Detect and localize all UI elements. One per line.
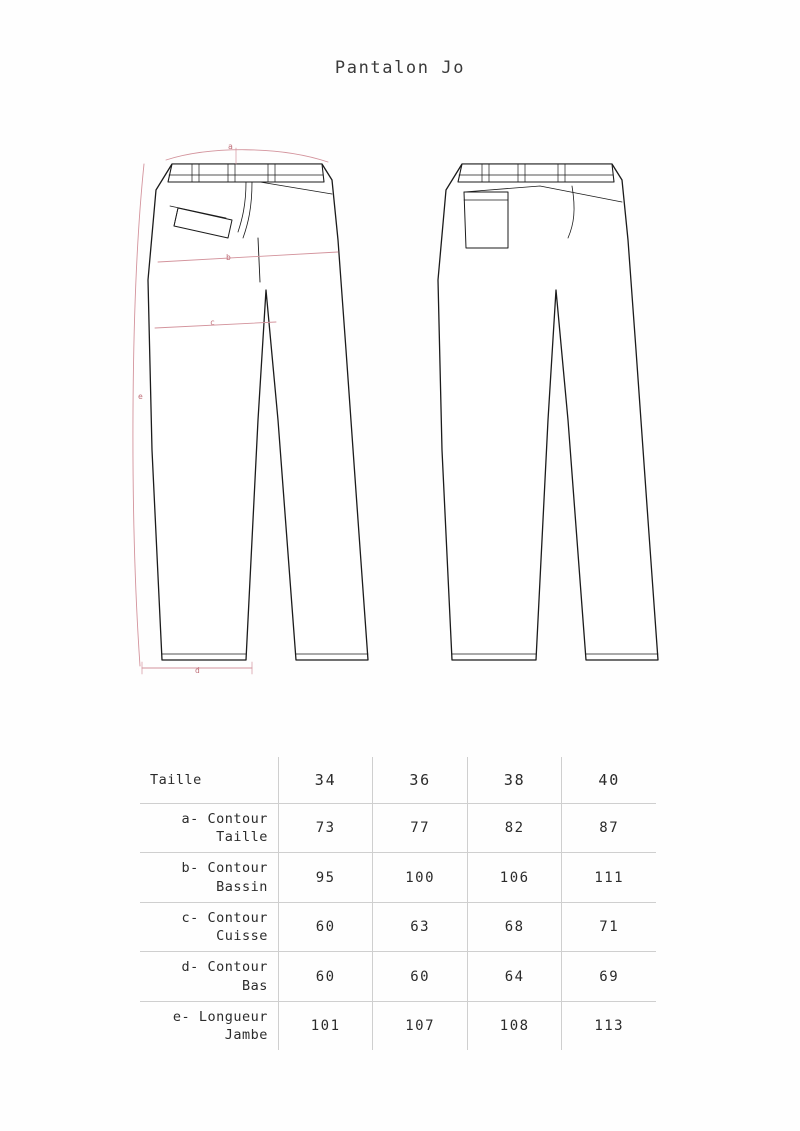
- measure-label-e: e: [138, 392, 143, 401]
- cell-c-36: 63: [373, 902, 468, 951]
- technical-drawing: [100, 120, 720, 700]
- row-label-contour-bas: [140, 952, 278, 1001]
- row-label-a-line2: Taille: [216, 829, 268, 846]
- table-header-size-40: 40: [562, 757, 656, 804]
- size-chart-table: [140, 757, 656, 1050]
- measure-label-a: a: [228, 142, 233, 151]
- row-label-contour-bassin: [140, 853, 278, 902]
- row-label-contour-taille: [140, 804, 278, 853]
- row-label-e-line2: Jambe: [224, 1026, 268, 1043]
- table-row: [140, 1001, 656, 1050]
- table-header-size-34: 34: [278, 757, 373, 804]
- row-code-c: c-: [181, 909, 199, 926]
- cell-d-34: 60: [278, 952, 373, 1001]
- measure-label-d: d: [195, 666, 200, 675]
- page-title: Pantalon Jo: [334, 58, 466, 78]
- table-header-size-36: 36: [373, 757, 468, 804]
- cell-d-40: 69: [562, 952, 656, 1001]
- cell-e-36: 107: [373, 1001, 468, 1050]
- cell-b-34: 95: [278, 853, 373, 902]
- cell-a-36: 77: [373, 804, 468, 853]
- measure-label-c: c: [210, 318, 215, 327]
- table-header-size-38: 38: [467, 757, 562, 804]
- cell-c-40: 71: [562, 902, 656, 951]
- cell-b-38: 106: [467, 853, 562, 902]
- measure-label-b: b: [226, 253, 231, 262]
- cell-b-36: 100: [373, 853, 468, 902]
- back-view: [438, 164, 658, 660]
- row-code-a: a-: [181, 811, 199, 827]
- cell-d-38: 64: [467, 952, 562, 1001]
- row-label-d-line2: Bas: [241, 977, 268, 994]
- cell-b-40: 111: [562, 853, 656, 902]
- row-label-contour-cuisse: [140, 902, 278, 951]
- row-label-b-line2: Bassin: [216, 878, 268, 895]
- cell-e-34: 101: [278, 1001, 373, 1050]
- row-code-d: d-: [181, 959, 199, 976]
- cell-e-38: 108: [467, 1001, 562, 1050]
- cell-c-38: 68: [467, 902, 562, 951]
- front-view: [148, 164, 368, 660]
- cell-e-40: 113: [594, 1017, 625, 1034]
- trousers-flat-svg: [100, 120, 720, 700]
- row-label-c-line1: Contour: [207, 909, 268, 926]
- row-label-c-line2: Cuisse: [216, 928, 268, 945]
- cell-a-34: 73: [278, 804, 373, 853]
- row-label-d-line1: Contour: [207, 959, 268, 976]
- row-label-longueur-jambe: [140, 1001, 278, 1050]
- table-row: [140, 853, 656, 902]
- table-row: [140, 804, 656, 853]
- row-code-b: b-: [181, 860, 199, 877]
- table-header-row: [140, 757, 656, 804]
- cell-a-40: 87: [562, 804, 656, 853]
- table-row: [140, 902, 656, 951]
- row-label-e-line1: Longueur: [198, 1008, 268, 1025]
- row-label-a-line1: Contour: [207, 811, 268, 827]
- cell-d-36: 60: [373, 952, 468, 1001]
- cell-a-38: 82: [467, 804, 562, 853]
- table-header-label: Taille: [140, 757, 278, 804]
- table-row: [140, 952, 656, 1001]
- row-label-b-line1: Contour: [207, 860, 268, 877]
- row-code-e: e-: [172, 1008, 191, 1025]
- cell-c-34: 60: [278, 902, 373, 951]
